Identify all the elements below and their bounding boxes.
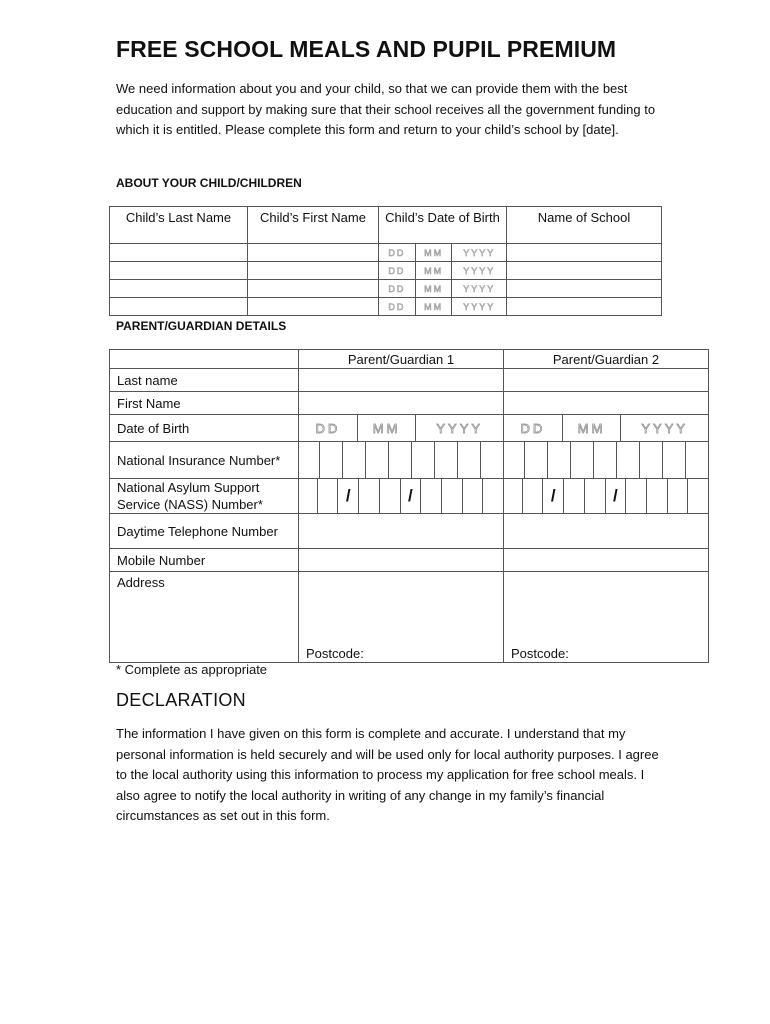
col-dob: Child’s Date of Birth [379, 207, 507, 244]
guardian-1-last-name-field[interactable] [299, 369, 504, 392]
table-row [110, 369, 709, 392]
mobile-label: Mobile Number [110, 549, 299, 572]
school-name-field[interactable] [507, 262, 662, 280]
children-section-heading: ABOUT YOUR CHILD/CHILDREN [116, 176, 302, 190]
guardian-1-address-field[interactable] [299, 572, 504, 663]
table-row [110, 298, 662, 316]
child-first-name-field[interactable] [248, 298, 379, 316]
declaration-heading: DECLARATION [116, 690, 246, 710]
child-dob-field[interactable]: DD MM YYYY [379, 244, 507, 262]
intro-paragraph: We need information about you and your child, so that we can provide them with the best education and support by making sure that their school receives all the government funding to which it is entitled. Please complete this form and return to your child’s school by [date]. [116, 81, 656, 138]
child-dob-field[interactable]: DD MM YYYY [379, 298, 507, 316]
children-table [109, 206, 662, 316]
guardian-1-mobile-field[interactable] [299, 549, 504, 572]
children-header-row [110, 207, 662, 244]
address-label: Address [110, 572, 299, 663]
col-first-name: Child’s First Name [248, 207, 379, 244]
table-row [110, 442, 709, 479]
table-row [110, 572, 709, 663]
table-row [110, 415, 709, 442]
nass-number-label: National Asylum Support Service (NASS) Number* [110, 479, 299, 514]
last-name-label: Last name [110, 369, 299, 392]
guardian-1-dob-field[interactable]: DD MM YYYY [299, 415, 504, 442]
postcode-label: Postcode: [306, 646, 364, 661]
child-dob-field[interactable]: DD MM YYYY [379, 262, 507, 280]
table-row [110, 549, 709, 572]
child-last-name-field[interactable] [110, 298, 248, 316]
child-dob-field[interactable]: DD MM YYYY [379, 280, 507, 298]
ni-number-label: National Insurance Number* [110, 442, 299, 479]
table-row [110, 262, 662, 280]
table-row [110, 479, 709, 514]
parent-header-row [110, 350, 709, 369]
form-title: FREE SCHOOL MEALS AND PUPIL PREMIUM [116, 36, 617, 62]
guardian-2-address-field[interactable] [504, 572, 709, 663]
guardian-2-mobile-field[interactable] [504, 549, 709, 572]
school-name-field[interactable] [507, 298, 662, 316]
guardian-1-first-name-field[interactable] [299, 392, 504, 415]
col-guardian-1: Parent/Guardian 1 [299, 350, 504, 369]
corner-cell [110, 350, 299, 369]
guardian-1-ni-field[interactable] [299, 442, 504, 479]
daytime-phone-label: Daytime Telephone Number [110, 514, 299, 549]
parent-section-heading: PARENT/GUARDIAN DETAILS [116, 319, 287, 333]
declaration-text: The information I have given on this form is complete and accurate. I understand that my personal information is held securely and will be used only for local authority purposes. I agree to the local authority using this information to process my application for free school meals. I also agree to notify the local authority in writing of any change in my family’s financial circumstances as set out in this form. [116, 726, 659, 824]
child-last-name-field[interactable] [110, 280, 248, 298]
child-last-name-field[interactable] [110, 262, 248, 280]
school-name-field[interactable] [507, 280, 662, 298]
footnote: * Complete as appropriate [116, 662, 268, 677]
table-row [110, 244, 662, 262]
school-name-field[interactable] [507, 244, 662, 262]
guardian-2-last-name-field[interactable] [504, 369, 709, 392]
guardian-2-first-name-field[interactable] [504, 392, 709, 415]
first-name-label: First Name [110, 392, 299, 415]
child-last-name-field[interactable] [110, 244, 248, 262]
col-guardian-2: Parent/Guardian 2 [504, 350, 709, 369]
guardian-2-ni-field[interactable] [504, 442, 709, 479]
parent-table [109, 349, 709, 663]
guardian-1-day-phone-field[interactable] [299, 514, 504, 549]
table-row [110, 514, 709, 549]
guardian-2-nass-field[interactable]: / / [504, 479, 709, 514]
guardian-2-dob-field[interactable]: DD MM YYYY [504, 415, 709, 442]
child-first-name-field[interactable] [248, 262, 379, 280]
col-last-name: Child’s Last Name [110, 207, 248, 244]
table-row [110, 280, 662, 298]
dob-label: Date of Birth [110, 415, 299, 442]
child-first-name-field[interactable] [248, 280, 379, 298]
guardian-2-day-phone-field[interactable] [504, 514, 709, 549]
guardian-1-nass-field[interactable]: / / [299, 479, 504, 514]
child-first-name-field[interactable] [248, 244, 379, 262]
col-school: Name of School [507, 207, 662, 244]
postcode-label: Postcode: [511, 646, 569, 661]
table-row [110, 392, 709, 415]
